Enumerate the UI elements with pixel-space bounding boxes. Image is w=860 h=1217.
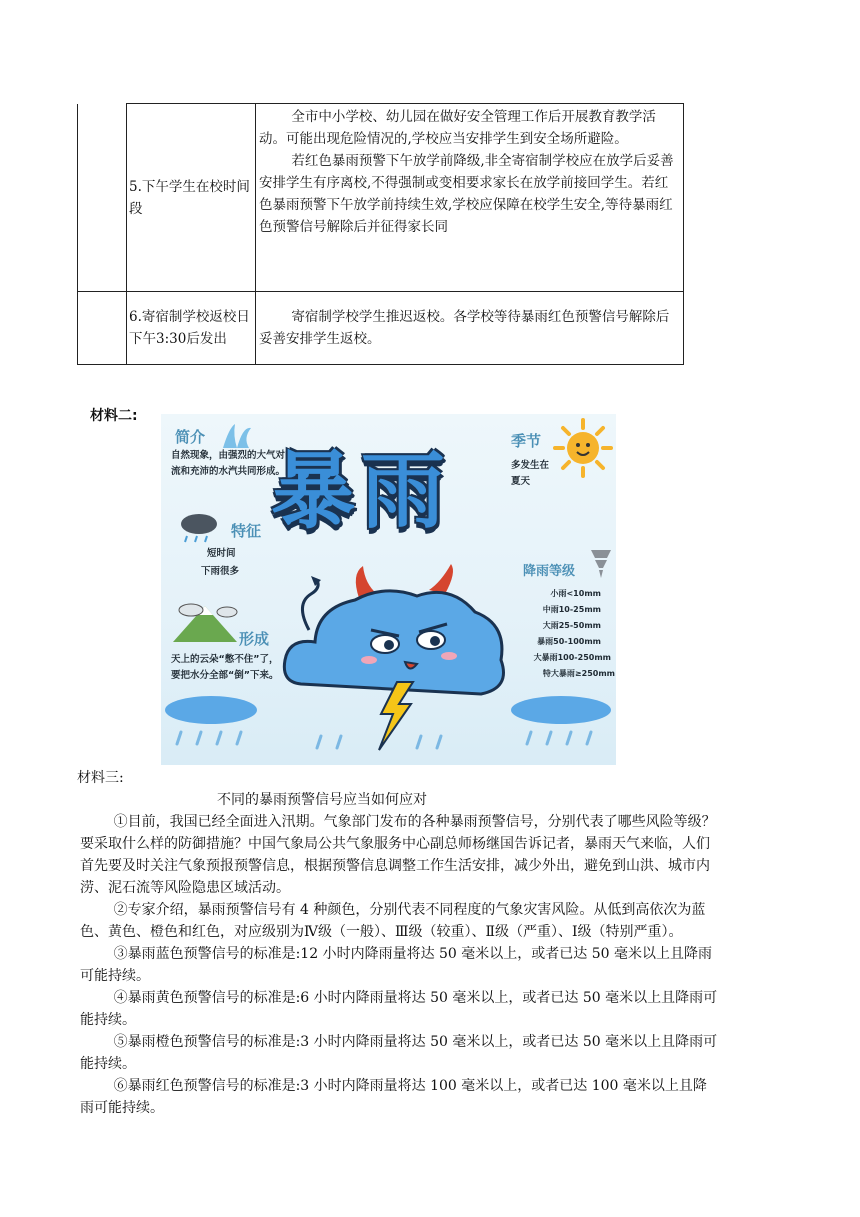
- material3-paragraph: ①目前，我国已经全面进入汛期。气象部门发布的各种暴雨预警信号，分别代表了哪些风险等级？要采取什么样的防御措施？中国气象局公共气象服务中心副总师杨继国告诉记者，暴雨天气来临，人们首先要及时关注气象预报预警信息，根据预警信息调整工作生活安排，减少外出，避免到山洪、城市内涝、泥石流等风险隐患区域活动。: [80, 814, 716, 896]
- poster-feature-text-1: 短时间: [207, 548, 236, 559]
- table-paragraph: 全市中小学校、幼儿园在做好安全管理工作后开展教育教学活动。可能出现危险情况的,学校应当安排学生到安全场所避险。: [259, 109, 656, 147]
- poster-intro-heading: 简介: [175, 428, 206, 446]
- material3-paragraph: ④暴雨黄色预警信号的标准是:6 小时内降雨量将达 50 毫米以上，或者已达 50 毫米以上且降雨可能持续。: [80, 990, 718, 1028]
- material3-paragraph: ③暴雨蓝色预警信号的标准是:12 小时内降雨量将达 50 毫米以上，或者已达 50 毫米以上且降雨可能持续。: [80, 946, 713, 984]
- poster-levels-heading: 降雨等级: [523, 564, 576, 579]
- poster-title: 暴雨: [271, 442, 452, 540]
- table-cell-content: [256, 292, 684, 365]
- poster-season-text: 多发生在夏天: [511, 460, 550, 487]
- table-cell-label: 5.下午学生在校时间段: [127, 104, 256, 292]
- levels-item: 大暴雨100-250mm: [533, 653, 611, 662]
- table-row: [78, 292, 684, 365]
- rainstorm-poster: [161, 414, 616, 765]
- water-splash-icon: [219, 422, 255, 450]
- material3-heading: 材料三:: [77, 770, 124, 786]
- tornado-icon: [589, 546, 613, 580]
- material3-paragraph: ②专家介绍，暴雨预警信号有 4 种颜色，分别代表不同程度的气象灾害风险。从低到高依次为蓝色、黄色、橙色和红色，对应级别为Ⅳ级（一般）、Ⅲ级（较重）、Ⅱ级（严重）、Ⅰ级（特别严重）。: [80, 902, 706, 940]
- poster-season-heading: 季节: [511, 432, 542, 450]
- poster-feature-text-2: 下雨很多: [201, 566, 240, 577]
- material3-paragraph: ⑤暴雨橙色预警信号的标准是:3 小时内降雨量将达 50 毫米以上，或者已达 50 毫米以上且降雨可能持续。: [80, 1034, 718, 1072]
- poster-intro-text: 自然现象，由强烈的大气对流和充沛的水汽共同形成。: [171, 450, 286, 477]
- mountain-cloud-icon: [171, 598, 241, 644]
- table-cell-label: 6.寄宿制学校返校日下午3:30后发出: [127, 292, 256, 365]
- poster-formation-text: 天上的云朵“憋不住”了，要把水分全部“倒”下来。: [171, 654, 279, 681]
- levels-item: 中雨10-25mm: [542, 605, 601, 614]
- levels-item: 大雨25-50mm: [542, 621, 601, 630]
- table-paragraph: 若红色暴雨预警下午放学前降级,非全寄宿制学校应在放学后妥善安排学生有序离校,不得强制或变相要求家长在放学前接回学生。若红色暴雨预警下午放学前持续生效,学校应保障在校学生安全,等待暴雨红色预警信号解除后并征得家长同: [259, 153, 674, 235]
- poster-feature-heading: 特征: [231, 522, 262, 540]
- levels-item: 小雨<10mm: [550, 589, 601, 598]
- material3-paragraph: ⑥暴雨红色预警信号的标准是:3 小时内降雨量将达 100 毫米以上，或者已达 100 毫米以上且降雨可能持续。: [80, 1078, 707, 1116]
- levels-item: 特大暴雨≥250mm: [542, 669, 615, 678]
- poster-formation-heading: 形成: [239, 630, 270, 648]
- table-cell-content: [256, 104, 684, 292]
- table-cell-blank: [78, 104, 127, 292]
- poster-levels-list: [505, 586, 615, 682]
- table-cell-blank: [78, 292, 127, 365]
- rain-clouds-decoration: [161, 694, 616, 765]
- table-row: [78, 104, 684, 292]
- levels-item: 暴雨50-100mm: [537, 637, 601, 646]
- material2-heading: 材料二:: [90, 408, 138, 424]
- material3-section: [77, 767, 720, 1119]
- rain-cloud-icon: [177, 510, 221, 544]
- table-paragraph: 寄宿制学校学生推迟返校。各学校等待暴雨红色预警信号解除后妥善安排学生返校。: [259, 309, 670, 347]
- schedule-table: [77, 103, 684, 365]
- sun-icon: [553, 418, 613, 478]
- material3-title: 不同的暴雨预警信号应当如何应对: [217, 792, 427, 808]
